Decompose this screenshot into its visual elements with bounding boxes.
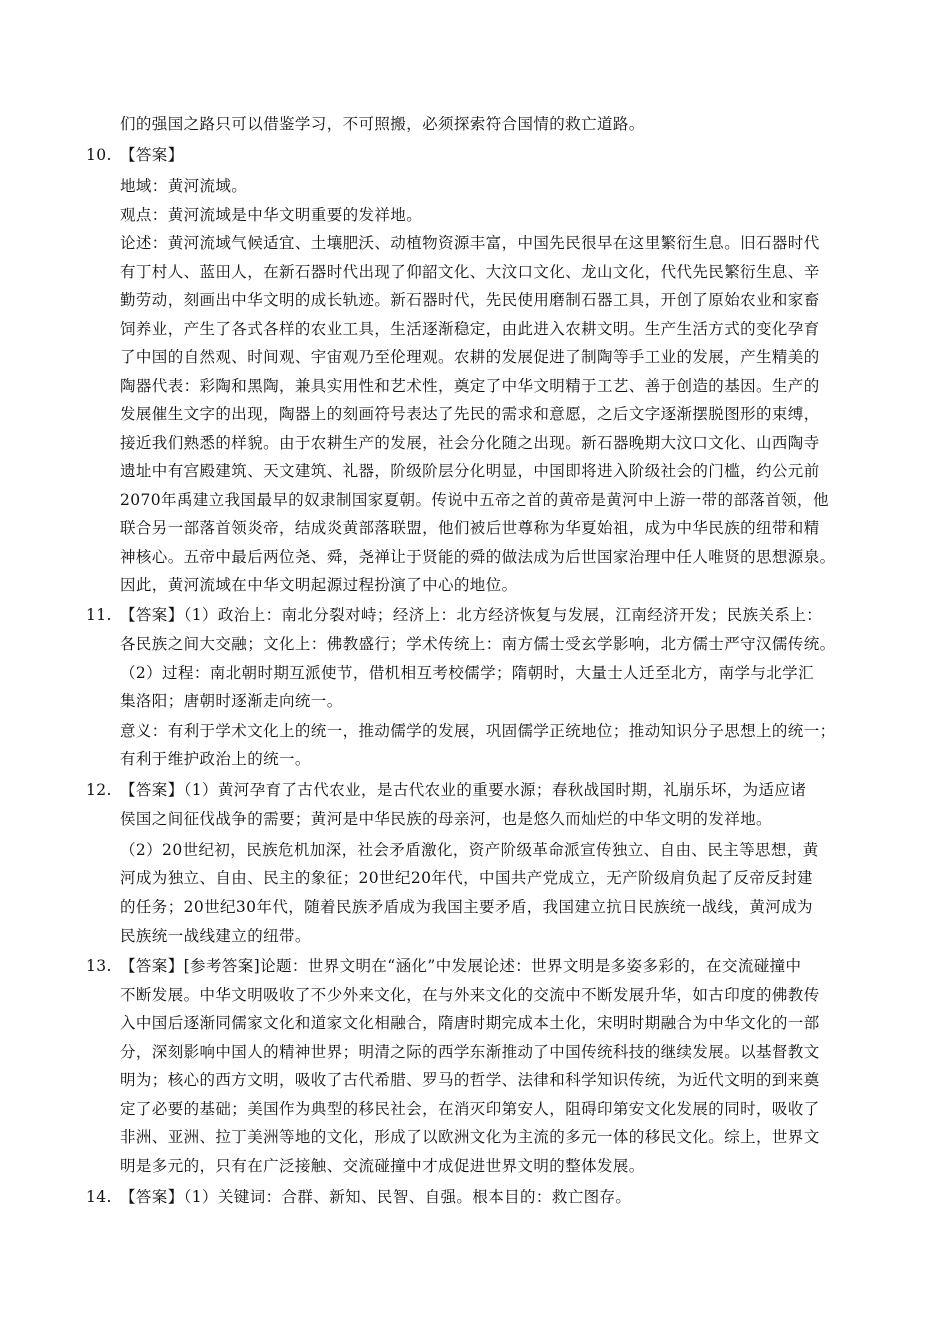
answer-line: 【答案】（1）政治上：南北分裂对峙；经济上：北方经济恢复与发展，江南经济开发；民族关系上： — [120, 606, 823, 624]
answer-line: 神核心。五帝中最后两位尧、舜，尧禅让于贤能的舜的做法成为后世国家治理中任人唯贤的思想源泉。 — [120, 548, 836, 566]
answer-line: 观点：黄河流域是中华文明重要的发祥地。 — [120, 206, 423, 224]
answer-line: 【答案】 — [120, 146, 184, 164]
answer-line: 了中国的自然观、时间观、宇宙观乃至伦理观。农耕的发展促进了制陶等手工业的发展，产生精美的 — [120, 348, 820, 366]
question-number: 14. — [86, 1188, 112, 1206]
answer-line: 河成为独立、自由、民主的象征；20世纪20年代，中国共产党成立，无产阶级肩负起了反帝反封建 — [120, 869, 813, 887]
answer-line: 不断发展。中华文明吸收了不少外来文化，在与外来文化的交流中不断发展升华，如古印度的佛教传 — [120, 986, 820, 1004]
question-number: 11. — [86, 606, 112, 624]
answer-line: （2）20世纪初，民族危机加深，社会矛盾激化，资产阶级革命派宣传独立、自由、民主等思想，黄 — [120, 841, 819, 859]
answer-line: 明是多元的，只有在广泛接触、交流碰撞中才成促进世界文明的整体发展。 — [120, 1157, 645, 1175]
answer-line: 联合另一部落首领炎帝，结成炎黄部落联盟，他们被后世尊称为华夏始祖，成为中华民族的纽带和精 — [120, 519, 820, 537]
answer-line: 明为；核心的西方文明，吸收了古代希腊、罗马的哲学、法律和科学知识传统，为近代文明的到来奠 — [120, 1071, 820, 1089]
answer-line: 发展催生文字的出现，陶器上的刻画符号表达了先民的需求和意愿，之后文字逐渐摆脱图形的束缚， — [120, 405, 820, 423]
question-number: 10. — [86, 146, 112, 164]
question-number: 13. — [86, 957, 112, 975]
answer-line: 饲养业，产生了各式各样的农业工具，生活逐渐稳定，由此进入农耕文明。生产生活方式的变化孕育 — [120, 320, 820, 338]
answer-line: 2070年禹建立我国最早的奴隶制国家夏朝。传说中五帝之首的黄帝是黄河中上游一带的部落首领，他 — [120, 491, 829, 509]
answer-line: 陶器代表：彩陶和黑陶，兼具实用性和艺术性，奠定了中华文明精于工艺、善于创造的基因。生产的 — [120, 377, 820, 395]
answer-line: 侯国之间征伐战争的需要；黄河是中华民族的母亲河，也是悠久而灿烂的中华文明的发祥地。 — [120, 810, 772, 828]
answer-line: 勤劳动，刻画出中华文明的成长轨迹。新石器时代，先民使用磨制石器工具，开创了原始农业和家畜 — [120, 291, 820, 309]
answer-line: 意义：有利于学术文化上的统一，推动儒学的发展，巩固儒学正统地位；推动知识分子思想上的统一； — [120, 722, 836, 740]
answer-line: 【答案】（1）黄河孕育了古代农业，是古代农业的重要水源；春秋战国时期，礼崩乐坏，为适应诸 — [120, 781, 807, 799]
lead-in-line: 们的强国之路只可以借鉴学习，不可照搬，必须探索符合国情的救亡道路。 — [120, 115, 645, 133]
answer-line: 【答案】[参考答案]论题：世界文明在“涵化”中发展论述：世界文明是多姿多彩的，在交流碰撞中 — [120, 957, 802, 975]
answer-line: 论述：黄河流域气候适宜、土壤肥沃、动植物资源丰富，中国先民很早在这里繁衍生息。旧石器时代 — [120, 234, 820, 252]
answer-line: 有丁村人、蓝田人，在新石器时代出现了仰韶文化、大汶口文化、龙山文化，代代先民繁衍生息、辛 — [120, 263, 820, 281]
answer-line: 集洛阳；唐朝时逐渐走向统一。 — [120, 692, 343, 710]
answer-line: 各民族之间大交融；文化上：佛教盛行；学术传统上：南方儒士受玄学影响，北方儒士严守汉儒传统。 — [120, 635, 836, 653]
answer-line: 的任务；20世纪30年代，随着民族矛盾成为我国主要矛盾，我国建立抗日民族统一战线，黄河成为 — [120, 898, 813, 916]
answer-line: 【答案】（1）关键词：合群、新知、民智、自强。根本目的：救亡图存。 — [120, 1188, 632, 1206]
answer-line: 因此，黄河流域在中华文明起源过程扮演了中心的地位。 — [120, 576, 518, 594]
answer-line: 接近我们熟悉的样貌。由于农耕生产的发展，社会分化随之出现。新石器晚期大汶口文化、山西陶寺 — [120, 434, 820, 452]
answer-line: 地域：黄河流域。 — [120, 177, 248, 195]
answer-line: 入中国后逐渐同儒家文化和道家文化相融合，隋唐时期完成本土化，宋明时期融合为中华文化的一部 — [120, 1014, 820, 1032]
answer-line: 有利于维护政治上的统一。 — [120, 750, 311, 768]
answer-line: 民族统一战线建立的纽带。 — [120, 927, 311, 945]
answer-line: 遗址中有宫殿建筑、天文建筑、礼器，阶级阶层分化明显，中国即将进入阶级社会的门槛，约公元前 — [120, 462, 820, 480]
answer-line: （2）过程：南北朝时期互派使节，借机相互考校儒学；隋朝时，大量士人迁至北方，南学与北学汇 — [120, 664, 814, 682]
answer-line: 定了必要的基础；美国作为典型的移民社会，在消灭印第安人，阻碍印第安文化发展的同时，吸收了 — [120, 1100, 820, 1118]
answer-line: 分，深刻影响中国人的精神世界；明清之际的西学东渐推动了中国传统科技的继续发展。以基督教文 — [120, 1043, 820, 1061]
question-number: 12. — [86, 781, 112, 799]
answer-line: 非洲、亚洲、拉丁美洲等地的文化，形成了以欧洲文化为主流的多元一体的移民文化。综上，世界文 — [120, 1128, 820, 1146]
